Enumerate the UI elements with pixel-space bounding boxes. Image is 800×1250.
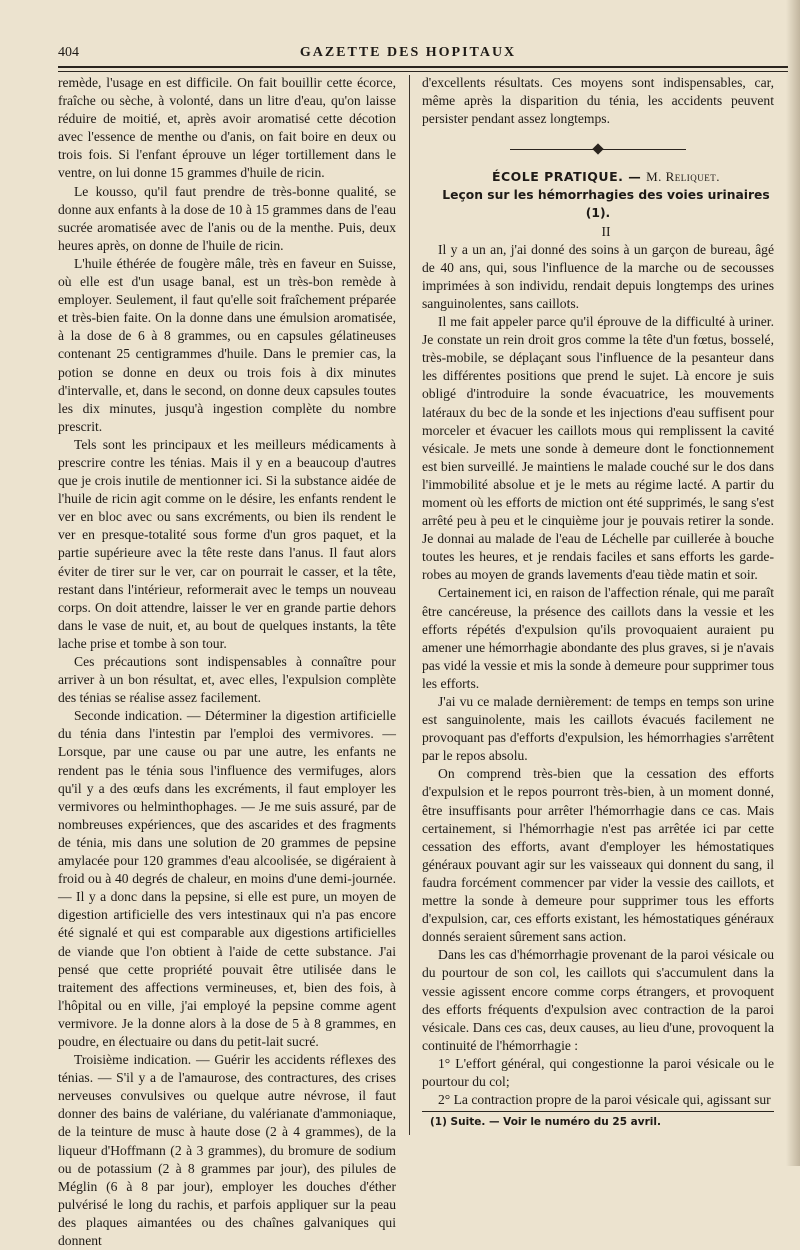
footnote: (1) Suite. — Voir le numéro du 25 avril. <box>430 1116 661 1128</box>
page-number: 404 <box>58 45 79 60</box>
part-number: II <box>601 223 611 239</box>
paragraph: Tels sont les principaux et les meilleurs médicaments à prescrire contre les ténias. Mais il y en a beaucoup d'autres que je crois inutile de mentionner ici. Si la substance aidée de l'huile de ricin agit comme on le désire, les enfants rendent le ver en bloc avec ou sans excréments, ou bien ils rendent le ver en presque-totalité sous forme d'un gros paquet, et la partie supérieure avec la tête reste dans l'anus. Il faut alors éviter de tirer sur le ver, car on pourrait le casser, et la tête, restant dans l'intérieur, reformerait avec le temps un nouveau corps. On doit attendre, laisser le ver en grande partie dehors dans le vase de nuit, et, au bout de quelques instants, la tête lache prise et tombe à son tour. <box>58 436 396 651</box>
footnote-rule <box>422 1111 774 1112</box>
list-item: 1° L'effort général, qui congestionne la paroi vésicale ou le pourtour du col; <box>422 1055 774 1089</box>
paragraph: Dans les cas d'hémorrhagie provenant de la paroi vésicale ou du pourtour de son col, les caillots qui s'accumulent dans la vessie agissent encore comme corps étrangers, et provoquent des efforts fréquents d'expulsion avec contraction de la paroi vésicale. Dans ces cas, deux causes, au lieu d'une, provoquent la continuité de l'hémorrhagie : <box>422 947 774 1053</box>
page-edge-shadow <box>786 0 800 1166</box>
section-ornament <box>422 144 774 154</box>
page-header <box>58 42 758 64</box>
left-column <box>58 74 396 1250</box>
right-column <box>422 74 774 1109</box>
header-rule-thick <box>58 66 788 68</box>
paragraph: J'ai vu ce malade dernièrement: de temps en temps son urine est sanguinolente, mais les caillots évacués facilement ne provoquant pas d'efforts d'expulsion, les hémorrhagies s'arrêtent par le repos absolu. <box>422 694 774 764</box>
paragraph: remède, l'usage en est difficile. On fait bouillir cette écorce, fraîche ou sèche, à volonté, dans un litre d'eau, qu'on laisse réduire de moitié, et, après avoir aromatisé cette décotion avec l'essence de menthe ou d'anis, on fait boire en deux ou trois fois. Si l'enfant éprouve un léger tortillement dans le ventre, on lui donne 15 grammes d'huile de ricin. <box>58 75 396 181</box>
section-heading <box>422 168 774 186</box>
journal-title: GAZETTE DES HOPITAUX <box>299 45 517 60</box>
paragraph: L'huile éthérée de fougère mâle, très en faveur en Suisse, où elle est d'un usage banal, est un très-bon remède à employer. Seulement, il faut qu'elle soit fraîchement préparée et très-bien faite. On la donne dans une émulsion aromatisée, à la dose de 6 à 8 grammes, ou en capsules gélatineuses contenant 25 centigrammes d'huile. Dans le premier cas, la potion se donne en deux ou trois fois à dix minutes d'intervalle, et, dans le second, on donne deux capsules toutes les dix minutes, jusqu'à ingestion complète du nombre prescrit. <box>58 255 396 434</box>
paragraph: Ces précautions sont indispensables à connaître pour arriver à un bon résultat, et, avec elles, l'expulsion complète des ténias se réalise assez facilement. <box>58 654 396 706</box>
section-heading-label: ÉCOLE PRATIQUE. — <box>491 169 642 185</box>
paragraph: Seconde indication. — Déterminer la digestion artificielle du ténia dans l'intestin par l'emploi des vermivores. — Lorsque, par une cause ou par une autre, les enfants ne rendent pas le ténia sous l'influence des vermifuges, alors qu'il y a des œufs dans les excréments, il faut employer les vermivores ou helminthophages. — Je me suis assuré, par de nombreuses expériences, que des ascarides et des fragments de ténia, mis dans une solution de 20 grammes de pepsine amylacée pour 120 grammes d'eau alcoolisée, se digéraient à froid ou à 40 degrés de chaleur, en moins d'une demi-journée. — Il y a donc dans la pepsine, si elle est pure, un moyen de digestion artificielle des vers intestinaux qui n'a pas encore été signalé et qui est comparable aux digestions artificielles de viande que l'on obtient à l'aide de cette substance. J'ai pensé que cette propriété pouvait être utilisée dans le traitement des affections vermineuses, et, bien des fois, à l'hôpital ou en ville, j'ai employé la pepsine comme agent vermivore. Je la donne alors à la dose de 5 à 8 grammes, en poudre, en électuaire ou dans du petit-lait sucré. <box>58 708 396 1049</box>
paragraph: Le kousso, qu'il faut prendre de très-bonne qualité, se donne aux enfants à la dose de 10 à 15 grammes dans de l'eau sucrée aromatisée avec de l'anis ou de la menthe. Puis, deux heures après, on donne de l'huile de ricin. <box>58 183 396 253</box>
paragraph: Troisième indication. — Guérir les accidents réflexes des ténias. — S'il y a de l'amaurose, des contractures, des crises nerveuses convulsives ou quelque autre névrose, il faut donner des bains de valériane, du valérianate d'ammoniaque, de la teinture de musc à haute dose (2 à 4 grammes), de la liqueur d'Hoffmann (2 à 3 grammes), du bromure de sodium ou de potassium (2 à 8 grammes par jour), des pilules de Méglin (6 à 8 par jour), employer les douches d'éther pulvérisé le long du rachis, et parfois appliquer sur la peau des plaques aimantées ou des chaînes galvaniques qui donnent <box>58 1052 396 1248</box>
paragraph: Il me fait appeler parce qu'il éprouve de la difficulté à uriner. Je constate un rein droit gros comme la tête d'un fœtus, bosselé, très-mobile, se déplaçant sous l'influence de la pesanteur dans les différentes positions que prend le sujet. Là encore je suis obligé d'introduire la sonde évacuatrice, les mouvements latéraux du bec de la sonde et les injections d'eau suffisent pour morceler et évacuer les caillots mous qui remplissent la cavité vésicale. Je mets une sonde à demeure dont le fonctionnement est bien surveillé. Je maintiens le malade couché sur le dos dans l'immobilité absolue et je le mets au régime lacté. A partir du moment où les efforts de miction ont été supprimés, le sang s'est arrêté peu à peu et le cinquième jour je pouvais retirer la sonde. Je donnai au malade de l'eau de Léchelle par cuillerée à bouche toutes les heures, et je rendais faciles et sans efforts les garde-robes au moyen de grands lavements d'eau tiède matin et soir. <box>422 314 774 583</box>
column-divider <box>409 75 410 1135</box>
section-professor: M. Reliquet. <box>646 169 721 185</box>
paragraph-continuation: d'excellents résultats. Ces moyens sont indispensables, car, même après la disparition du ténia, les accidents peuvent persister pendant assez longtemps. <box>422 75 774 127</box>
header-rule-thin <box>58 71 788 72</box>
list-item: 2° La contraction propre de la paroi vésicale qui, agissant sur <box>438 1092 771 1108</box>
paragraph: On comprend très-bien que la cessation des efforts d'expulsion et le repos pourront très-bien, à un moment donné, être insuffisants pour arrêter l'hémorrhagie dans ce cas. Mais certainement, si l'hémorrhagie n'est pas arrêtée ici par cette cessation des efforts, avant d'employer les hémostatiques généraux pouvant agir sur les vaisseaux qui donnent du sang, il faudra forcément commencer par vider la vessie des caillots, et mettre la sonde à demeure pour supprimer tous les efforts d'expulsion, car, ces efforts existant, les hémostatiques généraux donnés seraient sûrement sans action. <box>422 766 774 945</box>
paragraph: Il y a un an, j'ai donné des soins à un garçon de bureau, âgé de 40 ans, qui, sous l'influence de la marche ou de secousses imprimées à son individu, rendait depuis longtemps des urines sanguinolentes, sans caillots. <box>422 241 774 311</box>
lecture-title: Leçon sur les hémorrhagies des voies urinaires (1). <box>442 188 770 221</box>
paragraph: Certainement ici, en raison de l'affection rénale, qui me paraît être cancéreuse, la présence des caillots dans la vessie et les efforts répétés d'expulsion qu'ils provoquaient auraient pu amener une hémorrhagie abondante des plus graves, si je n'avais pas vidé la vessie et mis la sonde à demeure pour supprimer tous les efforts. <box>422 585 774 691</box>
